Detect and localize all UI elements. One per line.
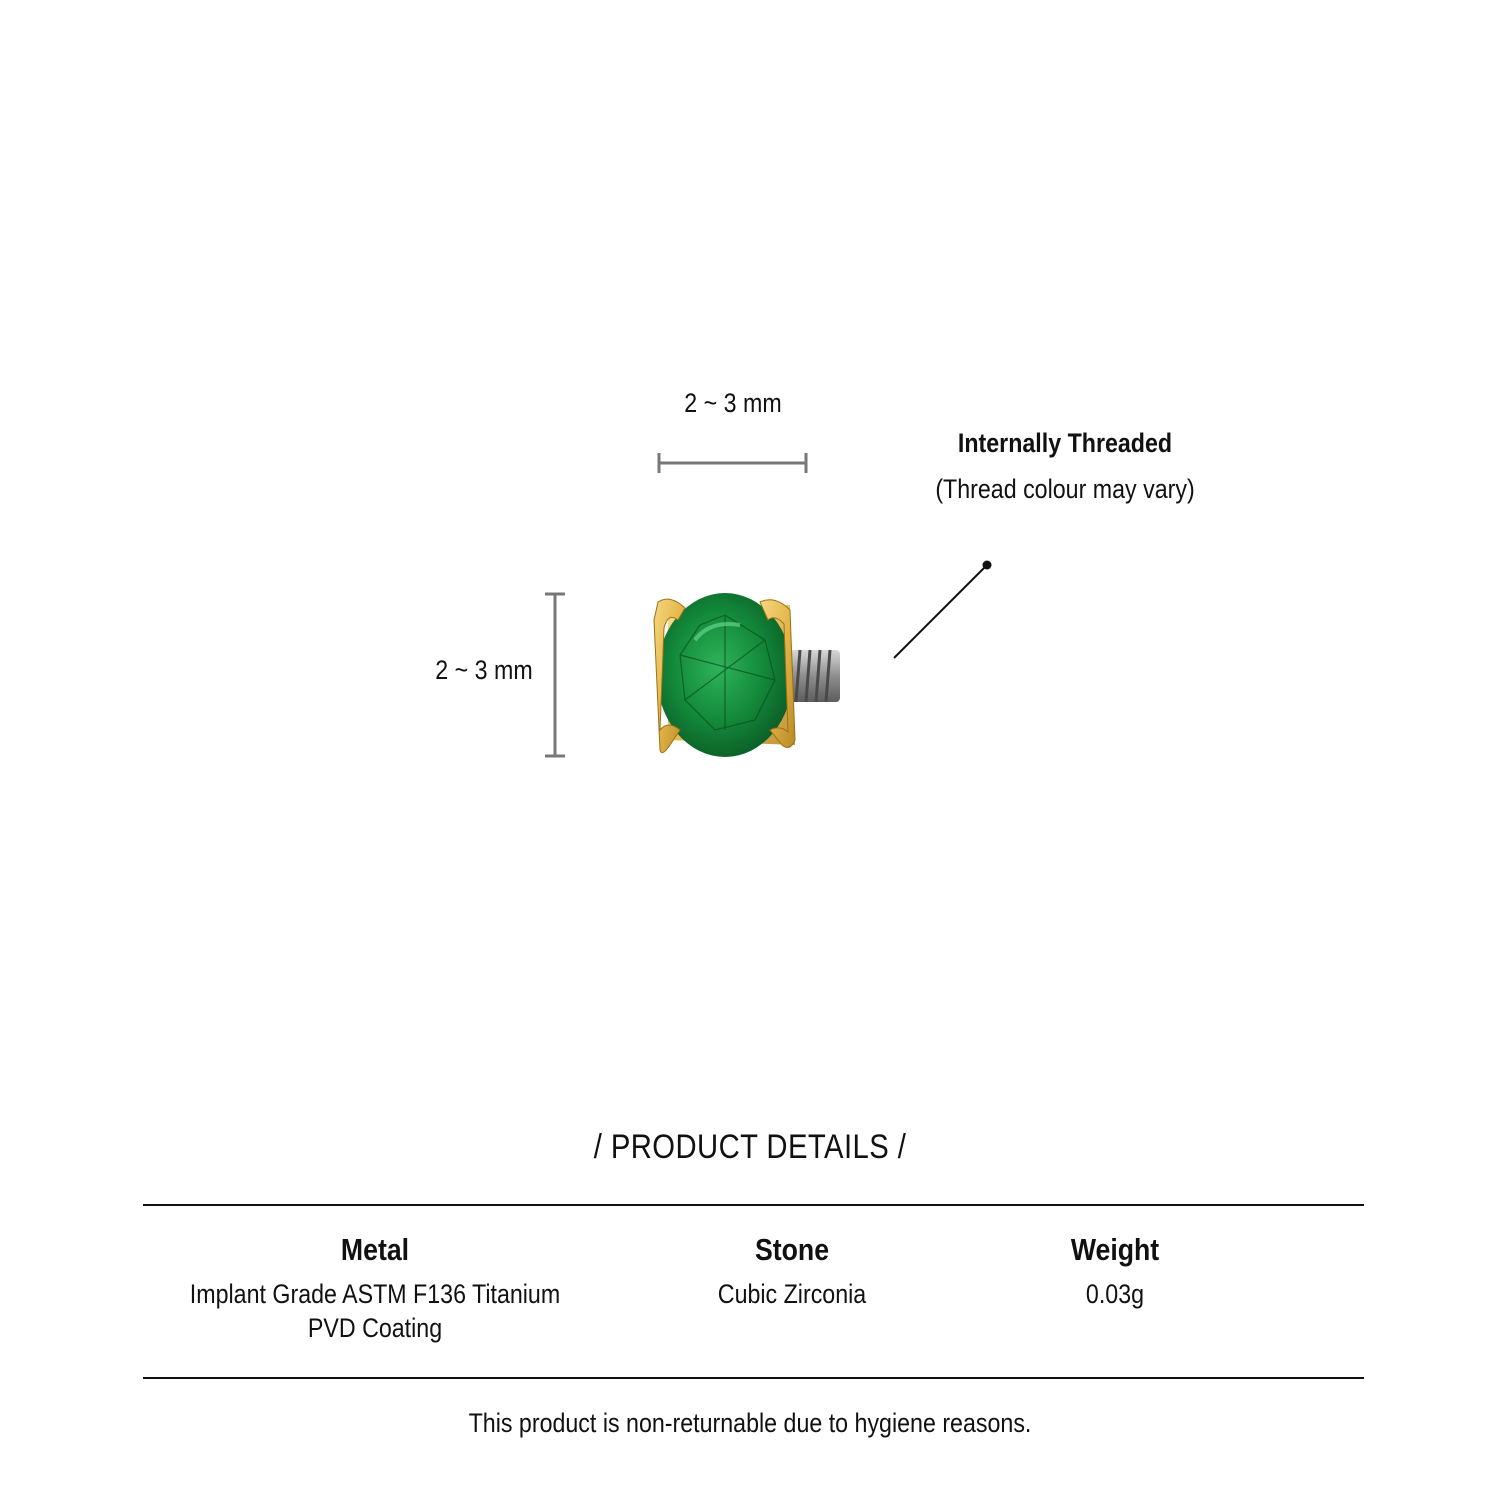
thread-post: [790, 650, 840, 702]
stone-title: Stone: [754, 1232, 830, 1267]
height-dimension-bar: [540, 588, 570, 763]
width-dimension-label: 2 ~ 3 mm: [684, 388, 782, 418]
stone-value: Cubic Zirconia: [717, 1279, 867, 1309]
callout-subtitle: (Thread colour may vary): [935, 474, 1195, 504]
metal-column: [125, 1230, 625, 1348]
callout-title: Internally Threaded: [957, 428, 1173, 458]
callout-pointer: [880, 552, 1000, 667]
weight-title: Weight: [1070, 1232, 1160, 1267]
metal-title: Metal: [340, 1232, 410, 1267]
weight-value: 0.03g: [1085, 1279, 1145, 1309]
return-policy-note: This product is non-returnable due to hygiene reasons.: [468, 1408, 1032, 1438]
metal-value-line: PVD Coating: [307, 1313, 443, 1343]
product-details-heading: / PRODUCT DETAILS /: [593, 1128, 907, 1166]
weight-column: [1015, 1230, 1215, 1314]
divider-top: [143, 1204, 1364, 1206]
product-image: [640, 580, 860, 770]
divider-bottom: [143, 1377, 1364, 1379]
width-dimension-bar: [652, 448, 814, 478]
stone-column: [642, 1230, 942, 1314]
metal-value-line: Implant Grade ASTM F136 Titanium: [189, 1279, 561, 1309]
height-dimension-label: 2 ~ 3 mm: [435, 655, 533, 685]
